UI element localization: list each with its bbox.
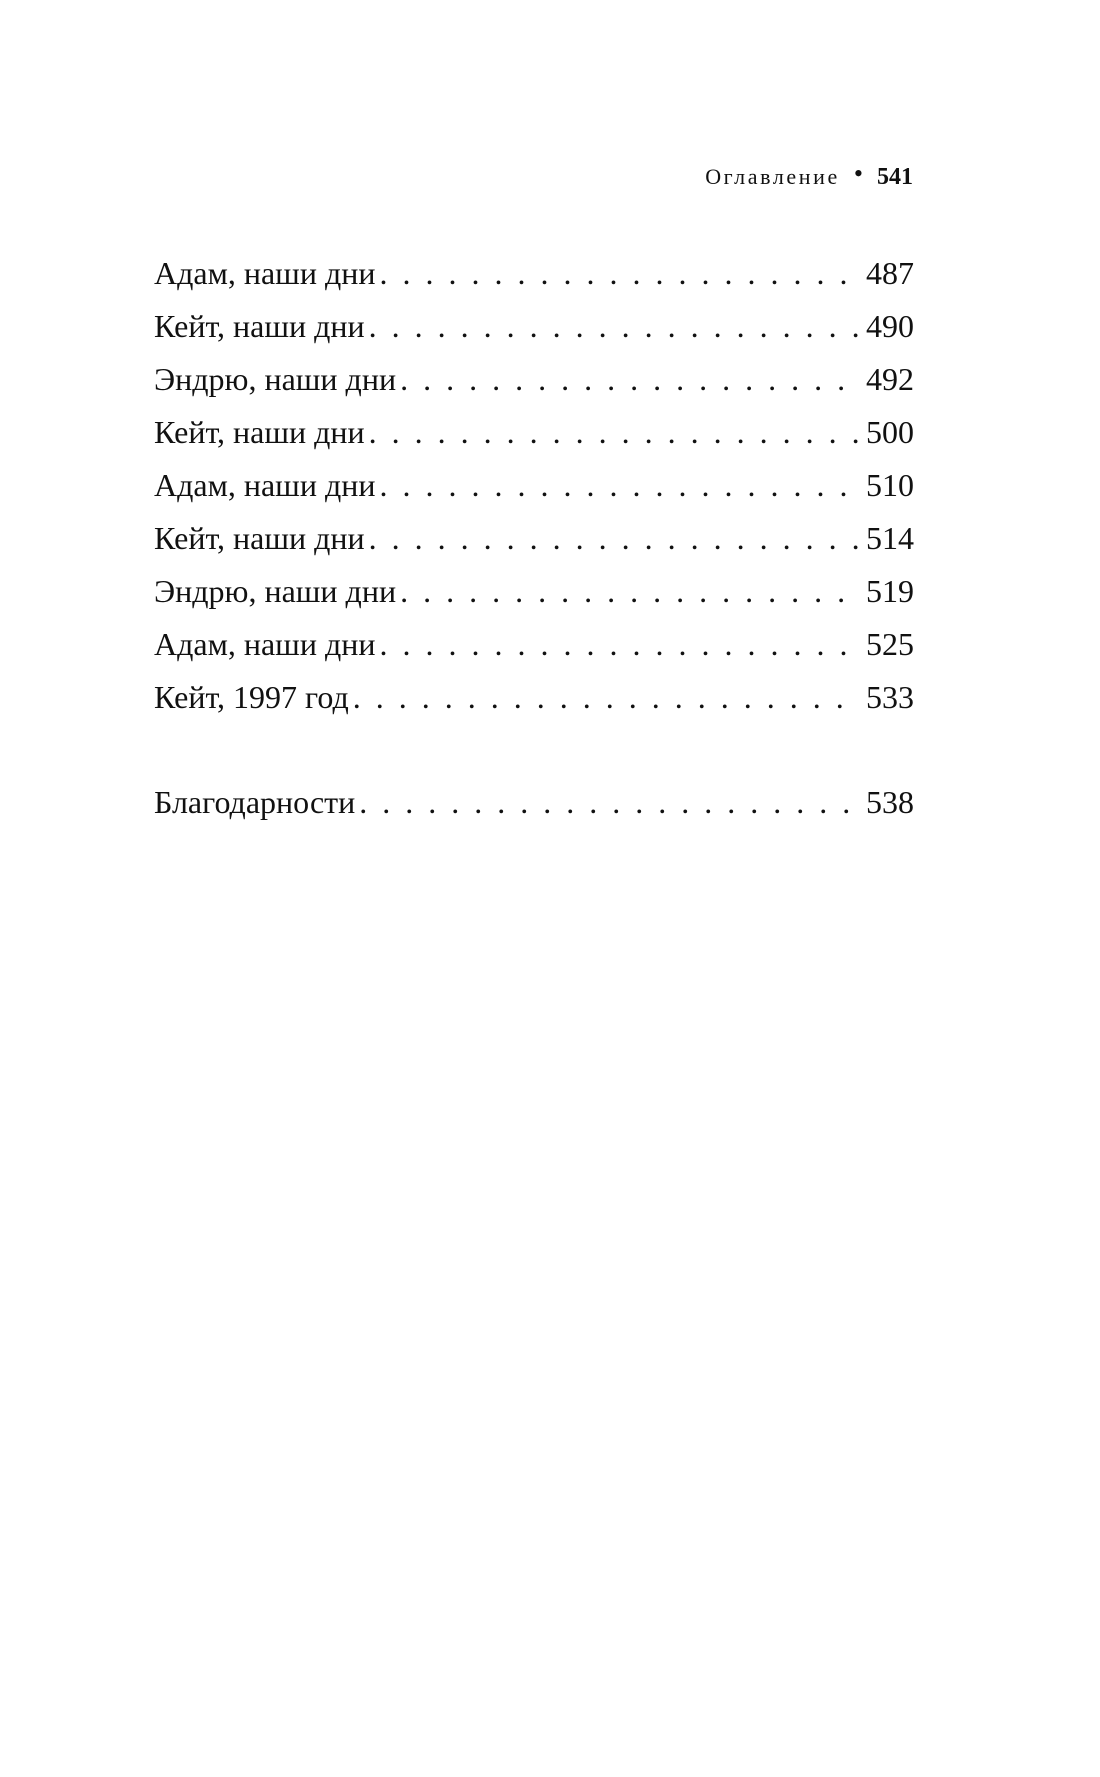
- dot-leader: [369, 406, 860, 459]
- toc-entry-page: 500: [866, 414, 914, 450]
- toc-entry[interactable]: [154, 406, 914, 459]
- dot-leader: [379, 247, 860, 300]
- toc-entry-label: Адам, наши дни: [154, 626, 376, 662]
- toc-entry-label: Кейт, наши дни: [154, 414, 365, 450]
- toc-entry-label: Адам, наши дни: [154, 467, 376, 503]
- toc-entry-page: 525: [866, 626, 914, 662]
- dot-leader: [379, 459, 860, 512]
- toc-entry-label: Кейт, наши дни: [154, 308, 365, 344]
- running-head: [705, 159, 913, 191]
- toc-entry-page: 519: [866, 573, 914, 609]
- toc-entry-label: Эндрю, наши дни: [154, 573, 397, 609]
- dot-leader: [379, 618, 860, 671]
- toc-entry[interactable]: [154, 671, 914, 724]
- dot-leader: [400, 353, 860, 406]
- dot-leader: [359, 776, 860, 829]
- dot-leader: [353, 671, 860, 724]
- toc-entry-acknowledgements[interactable]: [154, 776, 914, 829]
- toc-entry[interactable]: [154, 459, 914, 512]
- toc-entry[interactable]: [154, 512, 914, 565]
- toc-entry[interactable]: [154, 618, 914, 671]
- toc-entry-page: 538: [866, 784, 914, 820]
- dot-leader: [369, 300, 860, 353]
- running-head-title: Оглавление: [705, 164, 840, 189]
- toc-entry-page: 514: [866, 520, 914, 556]
- toc-entry-label: Кейт, наши дни: [154, 520, 365, 556]
- toc-entry[interactable]: [154, 565, 914, 618]
- dot-leader: [369, 512, 860, 565]
- toc-entry-page: 510: [866, 467, 914, 503]
- toc-entry[interactable]: [154, 300, 914, 353]
- toc-entry-label: Эндрю, наши дни: [154, 361, 397, 397]
- section-spacer: [154, 724, 914, 776]
- toc-entry-page: 492: [866, 361, 914, 397]
- toc-entry-label: Кейт, 1997 год: [154, 679, 349, 715]
- toc-entry-page: 490: [866, 308, 914, 344]
- dot-leader: [400, 565, 860, 618]
- toc-entry-label: Адам, наши дни: [154, 255, 376, 291]
- toc-entry-page: 533: [866, 679, 914, 715]
- toc-entry-label: Благодарности: [154, 784, 356, 820]
- running-head-separator: •: [853, 159, 863, 188]
- toc-entry[interactable]: [154, 247, 914, 300]
- table-of-contents: [154, 247, 914, 829]
- toc-entry[interactable]: [154, 353, 914, 406]
- toc-entry-page: 487: [866, 255, 914, 291]
- page-number: 541: [877, 164, 913, 190]
